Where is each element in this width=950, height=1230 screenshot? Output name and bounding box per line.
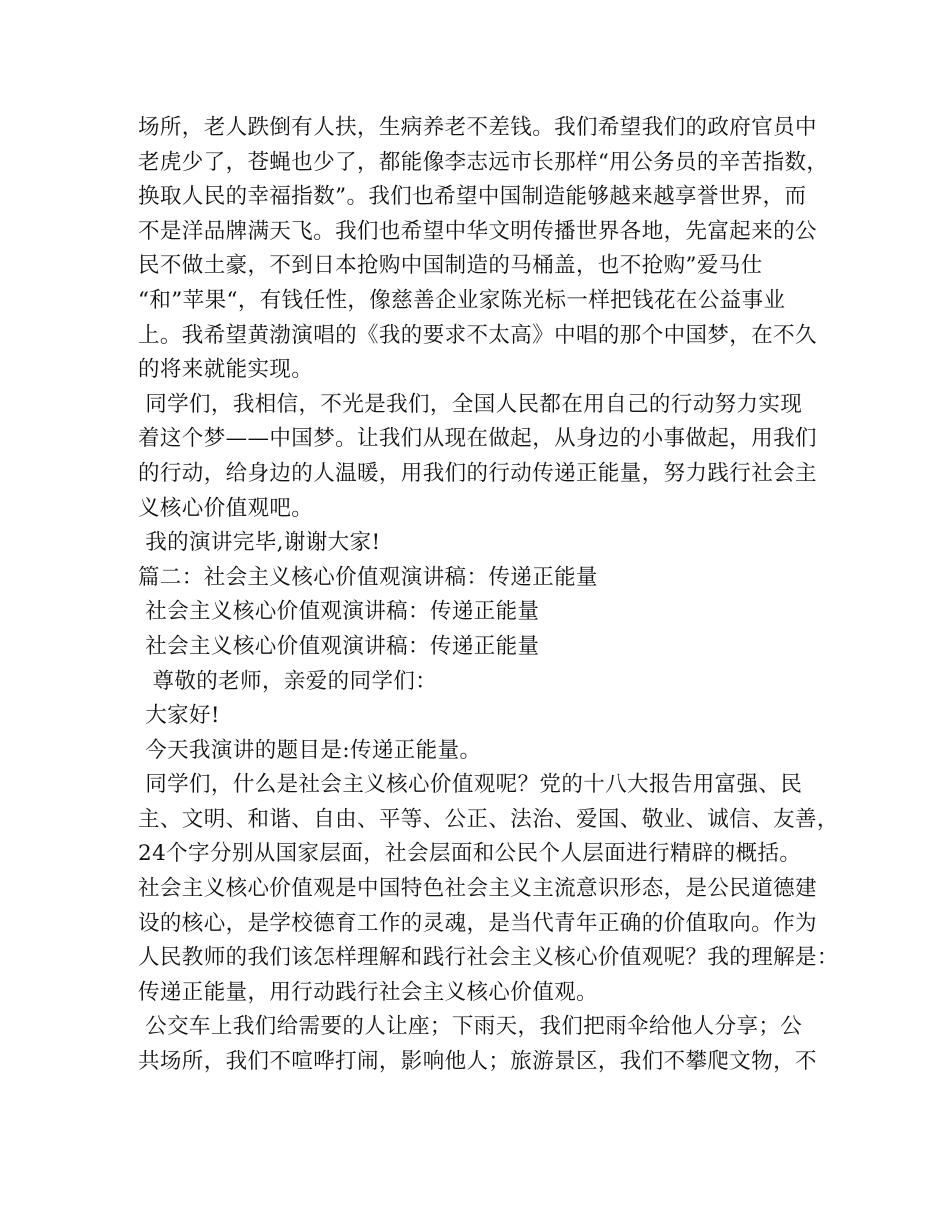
section-heading: 篇二：社会主义核心价值观演讲稿：传递正能量 <box>138 564 598 590</box>
text-line: 传递正能量，用行动践行社会主义核心价值观。 <box>138 979 598 1005</box>
text-line: 的将来就能实现。 <box>138 357 314 383</box>
text-line: 大家好! <box>138 703 220 729</box>
text-line: 着这个梦——中国梦。让我们从现在做起，从身边的小事做起，用我们 <box>138 426 817 452</box>
text-line: 不是洋品牌满天飞。我们也希望中华文明传播世界各地，先富起来的公 <box>138 218 817 244</box>
text-line: 我的演讲完毕,谢谢大家! <box>138 530 381 556</box>
text-line: 社会主义核心价值观演讲稿：传递正能量 <box>138 599 540 625</box>
text-line: 人民教师的我们该怎样理解和践行社会主义核心价值观呢？我的理解是： <box>138 945 839 971</box>
document-text <box>138 111 838 1080</box>
text-line: 同学们，我相信，不光是我们，全国人民都在用自己的行动努力实现 <box>138 391 803 417</box>
text-line: 换取人民的幸福指数”。我们也希望中国制造能够越来越享誉世界，而 <box>138 184 807 210</box>
text-line: 义核心价值观吧。 <box>138 495 314 521</box>
text-line: “和”苹果“，有钱任性，像慈善企业家陈光标一样把钱花在公益事业 <box>138 287 786 313</box>
text-line: 今天我演讲的题目是:传递正能量。 <box>138 737 482 763</box>
text-line: 上。我希望黄渤演唱的《我的要求不太高》中唱的那个中国梦，在不久 <box>138 322 817 348</box>
text-line: 社会主义核心价值观是中国特色社会主义主流意识形态，是公民道德建 <box>138 876 817 902</box>
text-line: 社会主义核心价值观演讲稿：传递正能量 <box>138 633 540 659</box>
text-line: 场所，老人跌倒有人扶，生病养老不差钱。我们希望我们的政府官员中 <box>138 115 817 140</box>
text-line: 同学们，什么是社会主义核心价值观呢？党的十八大报告用富强、民 <box>138 772 803 798</box>
text-line: 共场所，我们不喧哗打闹，影响他人；旅游景区，我们不攀爬文物，不 <box>138 1049 817 1075</box>
text-line: 主、文明、和谐、自由、平等、公正、法治、爱国、敬业、诚信、友善， <box>138 806 839 832</box>
text-line: 24个字分别从国家层面，社会层面和公民个人层面进行精辟的概括。 <box>138 841 802 867</box>
text-line: 的行动，给身边的人温暖，用我们的行动传递正能量，努力践行社会主 <box>138 460 817 486</box>
text-line: 民不做土豪，不到日本抢购中国制造的马桶盖，也不抢购”爱马仕 <box>138 253 763 279</box>
text-line: 公交车上我们给需要的人让座；下雨天，我们把雨伞给他人分享；公 <box>138 1014 803 1040</box>
text-line: 设的核心，是学校德育工作的灵魂，是当代青年正确的价值取向。作为 <box>138 910 817 936</box>
text-line: 老虎少了，苍蝇也少了，都能像李志远市长那样“用公务员的辛苦指数， <box>138 149 829 175</box>
text-line: 尊敬的老师，亲爱的同学们： <box>138 668 438 694</box>
